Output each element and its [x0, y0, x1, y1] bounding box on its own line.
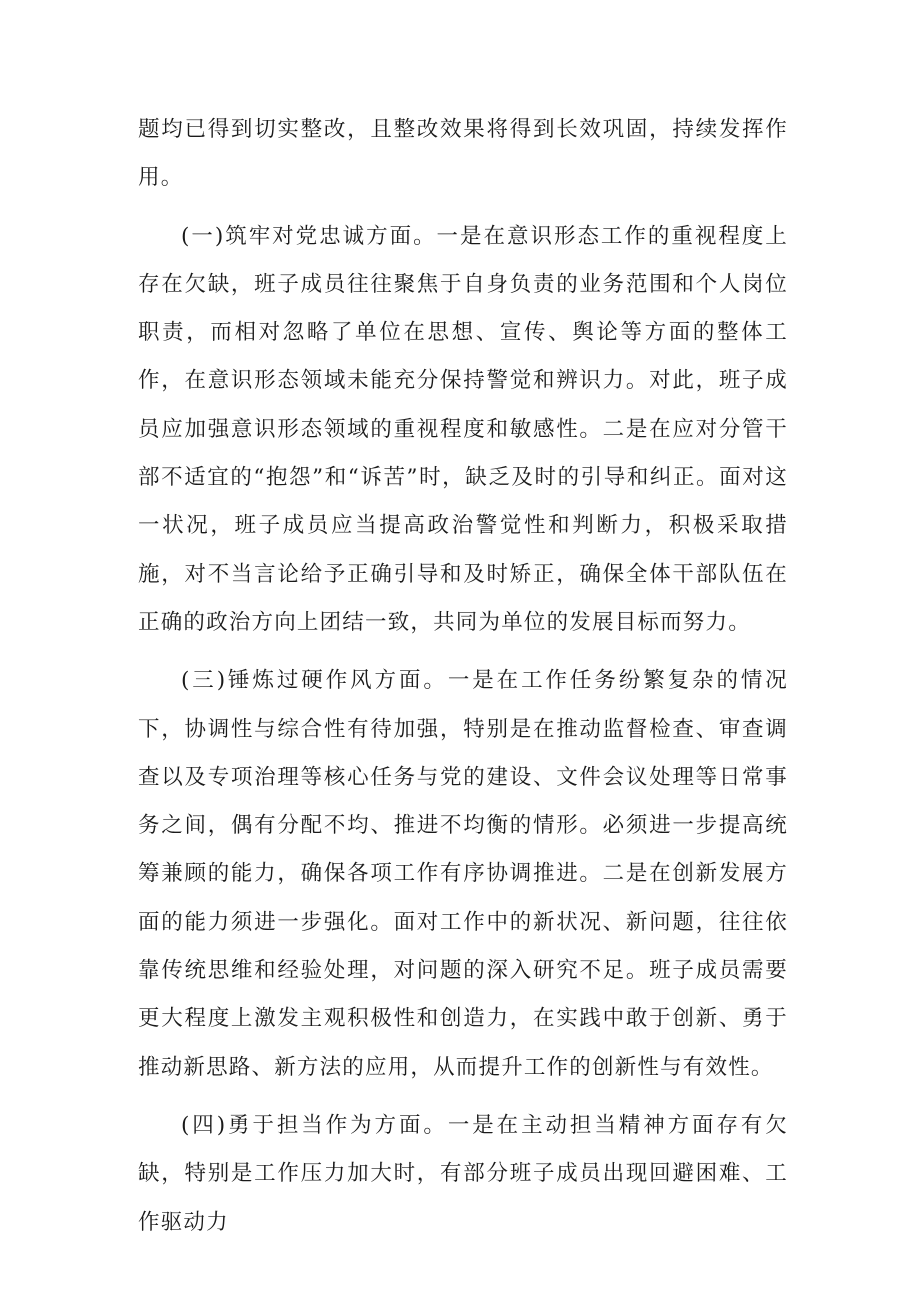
- paragraph-responsibility: (四)勇于担当作为方面。一是在主动担当精神方面存有欠缺，特别是工作压力加大时，有部分班子成员出现回避困难、工作驱动力: [138, 1112, 788, 1235]
- paragraph-work-style: (三)锤炼过硬作风方面。一是在工作任务纷繁复杂的情况下，协调性与综合性有待加强，特别是在推动监督检查、审查调查以及专项治理等核心任务与党的建设、文件会议处理等日常事务之间，偶有分配不均、推进不均衡的情形。必须进一步提高统筹兼顾的能力，确保各项工作有序协调推进。二是在创新发展方面的能力须进一步强化。面对工作中的新状况、新问题，往往依靠传统思维和经验处理，对问题的深入研究不足。班子成员需要更大程度上激发主观积极性和创造力，在实践中敢于创新、勇于推动新思路、新方法的应用，从而提升工作的创新性与有效性。: [138, 668, 788, 1080]
- paragraph-loyalty: (一)筑牢对党忠诚方面。一是在意识形态工作的重视程度上存在欠缺，班子成员往往聚焦于自身负责的业务范围和个人岗位职责，而相对忽略了单位在思想、宣传、舆论等方面的整体工作，在意识形态领域未能充分保持警觉和辨识力。对此，班子成员应加强意识形态领域的重视程度和敏感性。二是在应对分管干部不适宜的“抱怨”和“诉苦”时，缺乏及时的引导和纠正。面对这一状况，班子成员应当提高政治警觉性和判断力，积极采取措施，对不当言论给予正确引导和及时矫正，确保全体干部队伍在正确的政治方向上团结一致，共同为单位的发展目标而努力。: [138, 223, 788, 635]
- document-body: [138, 106, 788, 1257]
- paragraph-continuation: 题均已得到切实整改，且整改效果将得到长效巩固，持续发挥作用。: [138, 117, 788, 191]
